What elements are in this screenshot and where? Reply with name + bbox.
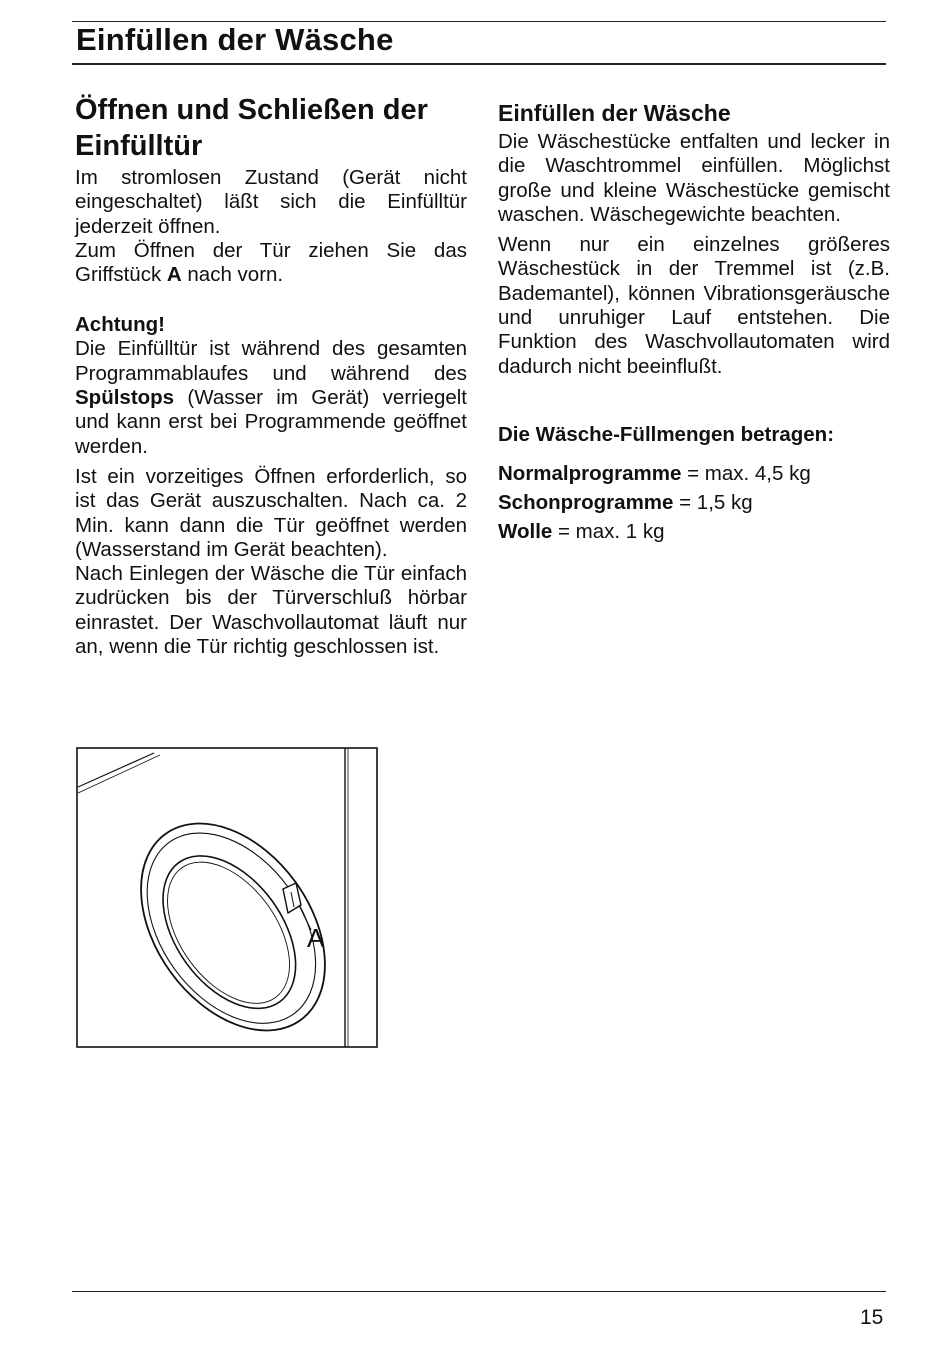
page-number: 15	[860, 1306, 884, 1329]
amount-row-wool: Wolle = max. 1 kg	[498, 519, 665, 543]
amounts-list	[498, 459, 890, 546]
amount-row-delicate: Schonprogramme = 1,5 kg	[498, 490, 753, 514]
left-column	[75, 92, 467, 659]
door-drawing	[76, 747, 378, 1048]
door-illustration	[76, 747, 378, 1048]
right-column	[498, 98, 890, 546]
door-paragraph-power-off: Im stromlosen Zustand (Gerät nicht eingeschaltet) läßt sich die Einfülltür jederzeit öffnen.	[75, 166, 467, 238]
warning-paragraph: Die Einfülltür ist während des gesamten Programmablaufes und während des Spülstops (Wasser im Gerät) verriegelt und kann erst bei Programmende geöffnet werden.	[75, 337, 467, 458]
amounts-heading: Die Wäsche-Füllmengen betragen:	[498, 422, 835, 446]
title-underline	[72, 63, 886, 65]
page-title: Einfüllen der Wäsche	[76, 22, 394, 57]
section-heading-loading: Einfüllen der Wäsche	[498, 100, 731, 126]
warning-heading: Achtung!	[75, 313, 165, 337]
vibration-paragraph: Wenn nur ein einzelnes größeres Wäschestück in der Tremmel ist (z.B. Bademantel), können Vibrationsgeräusche und unruhiger Lauf entstehen. Die Funktion des Waschvollautomaten wird dadurch nicht beeinflußt.	[498, 233, 890, 378]
door-paragraph-open: Zum Öffnen der Tür ziehen Sie das Griffstück A nach vorn.	[75, 238, 467, 287]
figure-label-a: A	[307, 923, 325, 953]
handle-label: A	[166, 263, 182, 287]
rinse-stop-term: Spülstops	[75, 386, 175, 410]
loading-paragraph: Die Wäschestücke entfalten und lecker in die Waschtrommel einfüllen. Möglichst große und kleine Wäschestücke gemischt waschen. Wäschegewichte beachten.	[498, 130, 890, 226]
section-heading-door: Öffnen und Schließen der Einfülltür	[75, 94, 428, 162]
amount-row-normal: Normalprogramme = max. 4,5 kg	[498, 461, 811, 485]
close-door-paragraph: Nach Einlegen der Wäsche die Tür einfach zudrücken bis der Türverschluß hörbar einrastet. Der Waschvollautomat läuft nur an, wenn die Tür richtig geschlossen ist.	[75, 562, 467, 659]
footer-rule	[72, 1291, 886, 1292]
early-open-paragraph: Ist ein vorzeitiges Öffnen erforderlich, so ist das Gerät auszuschalten. Nach ca. 2 Min. kann dann die Tür geöffnet werden (Wasserstand im Gerät beachten).	[75, 464, 467, 561]
